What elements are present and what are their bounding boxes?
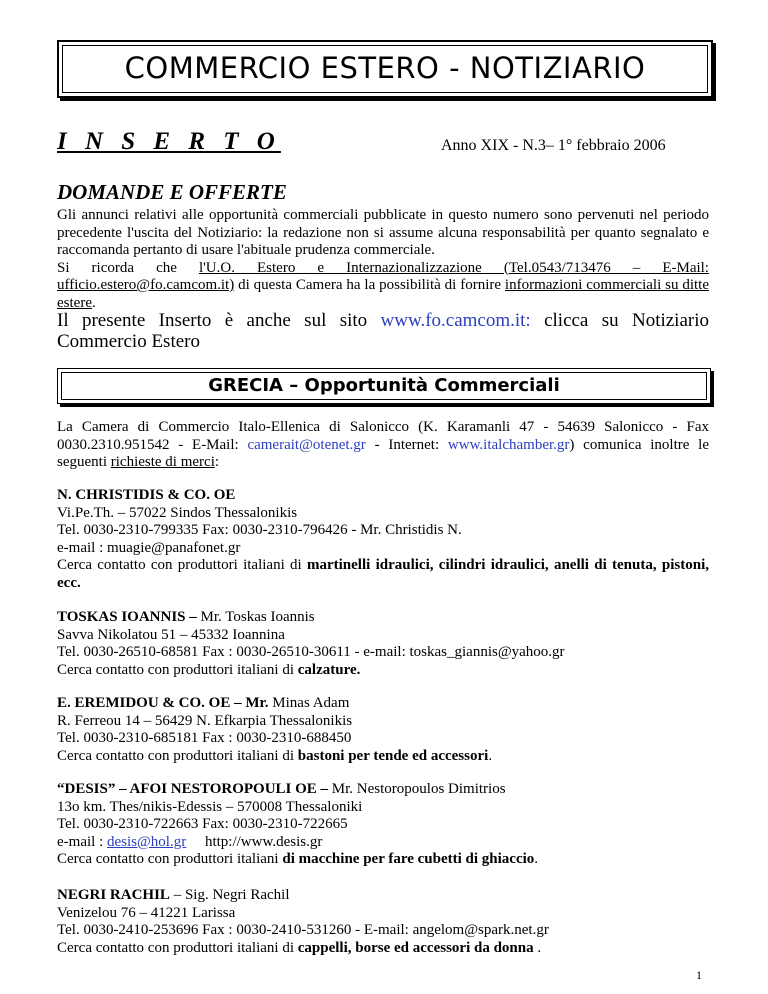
request-text: Cerca contatto con produttori italiani di: [57, 939, 298, 956]
grecia-intro-text-3: ) comunica inoltre le seguenti: [57, 436, 709, 470]
disclaimer-paragraph: Gli annunci relativi alle opportunità commerciali pubblicate in questo numero sono pervenuti nel periodo precedente l'uscita del Notiziario: la redazione non si assume alcuna responsabilità per quanto segnalato e raccomanda pertanto di usare l'abituale prudenza commerciale.: [57, 207, 709, 258]
company-address: Savva Nikolatou 51 – 45332 Ioannina: [57, 626, 285, 643]
company-address: R. Ferreou 14 – 56429 N. Efkarpia Thessalonikis: [57, 712, 353, 729]
company-entry: [57, 695, 709, 765]
requests-link[interactable]: richieste di merci: [110, 454, 215, 470]
online-notice: [57, 310, 709, 352]
online-text-2: clicca su Notiziario Commercio Estero: [57, 310, 709, 352]
grecia-intro-text-4: :: [214, 454, 220, 470]
contact-text-3: .: [91, 294, 96, 311]
company-entry: [57, 609, 709, 679]
company-name: [57, 487, 709, 505]
company-phone: Tel. 0030-2310-722663 Fax: 0030-2310-722665: [57, 816, 348, 832]
company-name-bold: TOSKAS IOANNIS –: [57, 609, 201, 625]
company-email: [57, 834, 709, 852]
foreign-info-link[interactable]: informazioni commerciali su ditte estere: [57, 277, 709, 311]
website-link[interactable]: www.fo.camcom.it:: [380, 310, 531, 331]
company-name-bold: NEGRI RACHIL: [57, 887, 170, 903]
request-products: calzature.: [297, 661, 361, 678]
company-phone: Tel. 0030-2310-799335 Fax: 0030-2310-796426 - Mr. Christidis N.: [57, 522, 462, 538]
header-box: [57, 40, 713, 98]
chamber-website-link[interactable]: www.italchamber.gr: [447, 436, 570, 453]
company-request: [57, 662, 709, 680]
contact-paragraph: [57, 260, 709, 313]
email-label: e-mail :: [57, 833, 107, 850]
request-products: bastoni per tende ed accessori: [297, 747, 489, 764]
request-products: di macchine per fare cubetti di ghiaccio: [282, 851, 535, 867]
company-entry: [57, 887, 709, 957]
grecia-box: [57, 368, 711, 404]
request-end: .: [534, 851, 539, 867]
request-end: .: [533, 939, 542, 956]
request-end: .: [488, 747, 493, 764]
company-address: Venizelou 76 – 41221 Larissa: [57, 904, 236, 921]
grecia-intro: [57, 419, 709, 472]
grecia-intro-text: La Camera di Commercio Italo-Ellenica di Salonicco (K. Karamanli 47 - 54639 Salonicco - Fax 0030.2310.951542 - E-Mail:: [57, 419, 709, 453]
company-name: [57, 781, 709, 799]
company-name-bold: “DESIS” – AFOI NESTOROPOULI OE –: [57, 781, 332, 797]
company-contact: Minas Adam: [268, 695, 350, 711]
page-number: 1: [696, 968, 702, 982]
company-address: Vi.Pe.Th. – 57022 Sindos Thessalonikis: [57, 504, 298, 521]
company-name: [57, 887, 709, 905]
page-title: COMMERCIO ESTERO - NOTIZIARIO: [124, 51, 646, 85]
intro-text: [57, 207, 709, 312]
company-contact: Mr. Toskas Ioannis: [200, 609, 315, 625]
company-phone: Tel. 0030-26510-68581 Fax : 0030-26510-30611 - e-mail: toskas_giannis@yahoo.gr: [57, 644, 565, 660]
company-request: [57, 557, 709, 592]
section-heading: DOMANDE E OFFERTE: [57, 180, 287, 204]
request-text: Cerca contatto con produttori italiani: [57, 851, 283, 867]
company-email-link[interactable]: desis@hol.gr: [106, 833, 187, 850]
company-contact: – Sig. Negri Rachil: [169, 887, 290, 903]
company-request: [57, 851, 709, 869]
company-entry: [57, 487, 709, 592]
request-text: Cerca contatto con produttori italiani di: [57, 661, 298, 678]
issue-date: Anno XIX - N.3– 1° febbraio 2006: [441, 137, 666, 154]
company-entry: [57, 781, 709, 869]
request-text: Cerca contatto con produttori italiani di: [57, 557, 307, 573]
contact-text-2: di questa Camera ha la possibilità di fornire: [234, 277, 505, 293]
grecia-title: GRECIA – Opportunità Commerciali: [208, 375, 560, 396]
company-request: [57, 940, 709, 958]
company-address: 13o km. Thes/nikis-Edessis – 570008 Thessaloniki: [57, 798, 363, 815]
inserto-label: I N S E R T O: [57, 128, 281, 155]
contact-office-link[interactable]: l'U.O. Estero e Internazionalizzazione (Tel.0543/713476 – E-Mail: ufficio.estero@fo.camcom.it): [57, 259, 709, 293]
company-phone: Tel. 0030-2410-253696 Fax : 0030-2410-531260 - E-mail: angelom@spark.net.gr: [57, 922, 549, 938]
chamber-email-link[interactable]: camerait@otenet.gr: [247, 436, 366, 453]
company-email: e-mail : muagie@panafonet.gr: [57, 539, 241, 556]
request-products: cappelli, borse ed accessori da donna: [297, 939, 534, 956]
company-website: http://www.desis.gr: [186, 833, 323, 850]
company-request: [57, 748, 709, 766]
company-name: [57, 695, 709, 713]
contact-text: Si ricorda che: [57, 259, 199, 276]
company-contact: Mr. Nestoropoulos Dimitrios: [331, 781, 506, 797]
request-text: Cerca contatto con produttori italiani di: [57, 747, 298, 764]
company-name: [57, 609, 709, 627]
company-phone: Tel. 0030-2310-685181 Fax : 0030-2310-688450: [57, 730, 352, 746]
company-name-bold: E. EREMIDOU & CO. OE – Mr.: [57, 695, 269, 711]
online-text: Il presente Inserto è anche sul sito: [57, 310, 381, 331]
request-products: martinelli idraulici, cilindri idraulici, anelli di tenuta, pistoni, ecc.: [57, 557, 710, 591]
grecia-intro-text-2: - Internet:: [365, 436, 448, 453]
company-name-bold: N. CHRISTIDIS & CO. OE: [57, 487, 236, 503]
